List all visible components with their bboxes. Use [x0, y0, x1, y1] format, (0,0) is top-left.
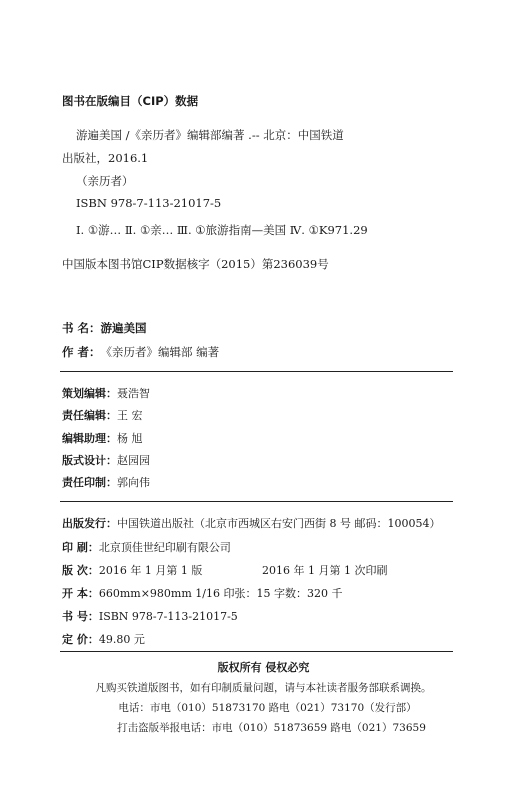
footer-piracy-phone: 打击盗版举报电话：市电（010）51873659 路电（021）73659 [117, 722, 426, 734]
editor-value: 杨 旭 [117, 432, 143, 445]
editor-value: 赵园园 [117, 454, 150, 467]
editor-row-printing [62, 474, 150, 490]
cip-number: 中国版本图书馆CIP数据核字（2015）第236039号 [62, 257, 329, 271]
cip-entry-line2: 出版社，2016.1 [62, 151, 149, 165]
book-author: 《亲历者》编辑部 编著 [100, 345, 220, 359]
book-author-label: 作 者： [62, 345, 101, 359]
edition-value: 2016 年 1 月第 1 版 [98, 564, 203, 577]
publisher-value: 中国铁道出版社（北京市西城区右安门西街 8 号 邮码：100054） [117, 517, 441, 530]
printing-value: 2016 年 1 月第 1 次印刷 [262, 564, 388, 577]
book-title-label: 书 名： [62, 321, 101, 335]
cip-subjects: Ⅰ. ①游… Ⅱ. ①亲… Ⅲ. ①旅游指南—美国 Ⅳ. ①K971.29 [76, 223, 368, 237]
editor-row-planning [62, 385, 150, 401]
editor-row-responsible [62, 407, 143, 423]
edition-row [62, 562, 202, 578]
price-label: 定 价： [62, 633, 99, 646]
format-value: 660mm×980mm 1/16 印张：15 字数：320 千 [98, 587, 343, 600]
footer-notice: 凡购买铁道版图书，如有印制质量问题，请与本社读者服务部联系调换。 [95, 682, 432, 694]
editor-label: 编辑助理： [62, 432, 117, 445]
editor-value: 王 宏 [117, 409, 143, 422]
format-row [62, 585, 342, 601]
editor-value: 聂浩智 [117, 387, 150, 400]
cip-heading: 图书在版编目（CIP）数据 [62, 94, 199, 108]
publisher-label: 出版发行： [62, 517, 117, 530]
editor-row-assistant [62, 430, 143, 446]
format-label: 开 本： [62, 587, 99, 600]
divider-1 [60, 371, 453, 372]
editor-label: 责任编辑： [62, 409, 117, 422]
divider-2 [60, 501, 453, 502]
isbn-label: 书 号： [62, 610, 99, 623]
editor-label: 责任印制： [62, 476, 117, 489]
publisher-row [62, 515, 440, 531]
edition-label: 版 次： [62, 564, 99, 577]
editor-value: 郭向伟 [117, 476, 150, 489]
printer-value: 北京顶佳世纪印刷有限公司 [98, 541, 231, 554]
cip-entry-line1: 游遍美国 /《亲历者》编辑部编著 .-- 北京：中国铁道 [76, 128, 344, 142]
rights-statement: 版权所有 侵权必究 [217, 661, 310, 674]
footer-phone: 电话：市电（010）51873170 路电（021）73170（发行部） [118, 702, 417, 714]
book-author-row [62, 344, 219, 360]
isbn-value: ISBN 978-7-113-21017-5 [98, 610, 238, 623]
editor-label: 版式设计： [62, 454, 117, 467]
cip-entry-line3: （亲历者） [76, 174, 134, 188]
divider-3 [60, 651, 453, 652]
cip-isbn: ISBN 978-7-113-21017-5 [76, 196, 222, 210]
editor-label: 策划编辑： [62, 387, 117, 400]
price-row [62, 631, 145, 647]
editor-row-design [62, 452, 150, 468]
price-value: 49.80 元 [98, 633, 145, 646]
book-title-row [62, 320, 147, 336]
isbn-row [62, 608, 238, 624]
printer-label: 印 刷： [62, 541, 99, 554]
printer-row [62, 539, 231, 555]
book-title: 游遍美国 [100, 321, 147, 335]
